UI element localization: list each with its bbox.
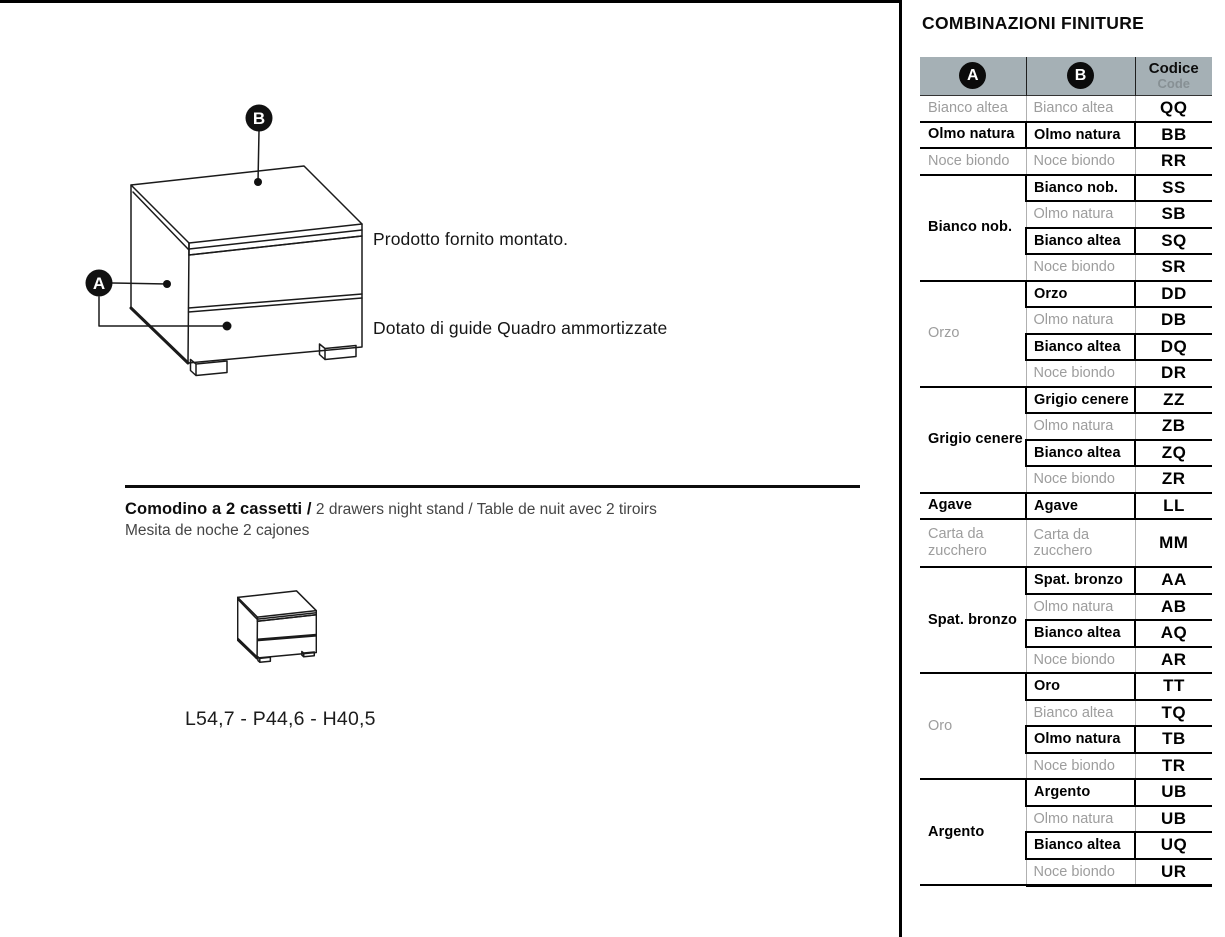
finish-code-cell: TQ <box>1135 700 1212 727</box>
finish-code-cell: DQ <box>1135 334 1212 361</box>
finish-b-cell: Olmo natura <box>1026 726 1135 753</box>
finish-code-cell: SB <box>1135 201 1212 228</box>
label-a-marker-dot-2 <box>223 322 232 331</box>
finish-combination-row <box>920 148 1212 175</box>
finish-b-cell: Agave <box>1026 493 1135 520</box>
finish-code-cell: TB <box>1135 726 1212 753</box>
note-guides: Dotato di guide Quadro ammortizzate <box>373 318 668 338</box>
finish-table-body <box>920 95 1212 885</box>
finish-a-cell: Carta da zucchero <box>920 519 1026 567</box>
finish-a-cell: Oro <box>920 673 1026 779</box>
finish-code-cell: DD <box>1135 281 1212 308</box>
header-col-a <box>920 57 1026 95</box>
finish-code-cell: ZQ <box>1135 440 1212 467</box>
product-name-italian: Comodino a 2 cassetti / <box>125 500 312 518</box>
finish-table-header-row <box>920 57 1212 95</box>
header-code-label: Codice <box>1148 59 1199 77</box>
finish-code-cell: TR <box>1135 753 1212 780</box>
label-a-leader-line-1 <box>112 283 167 284</box>
header-a-badge: A <box>959 62 986 89</box>
finish-a-cell: Argento <box>920 779 1026 885</box>
finish-code-cell: RR <box>1135 148 1212 175</box>
finish-combination-row <box>920 493 1212 520</box>
finish-b-cell: Bianco altea <box>1026 620 1135 647</box>
finish-a-cell: Bianco nob. <box>920 175 1026 281</box>
finish-code-cell: DB <box>1135 307 1212 334</box>
finish-combinations-table <box>920 57 1212 887</box>
finish-b-cell: Bianco nob. <box>1026 175 1135 202</box>
finish-code-cell: MM <box>1135 519 1212 567</box>
finish-code-cell: AQ <box>1135 620 1212 647</box>
finish-code-cell: BB <box>1135 122 1212 149</box>
finish-code-cell: AB <box>1135 594 1212 621</box>
finish-a-cell: Orzo <box>920 281 1026 387</box>
top-rule <box>0 0 902 3</box>
finish-b-cell: Olmo natura <box>1026 201 1135 228</box>
finish-b-cell: Bianco altea <box>1026 334 1135 361</box>
finish-b-cell: Spat. bronzo <box>1026 567 1135 594</box>
finish-combination-row <box>920 519 1212 567</box>
finish-b-cell: Noce biondo <box>1026 254 1135 281</box>
finish-a-cell: Spat. bronzo <box>920 567 1026 673</box>
label-a-letter: A <box>92 274 106 293</box>
finish-code-cell: UB <box>1135 806 1212 833</box>
finish-b-cell: Carta da zucchero <box>1026 519 1135 567</box>
label-a-marker-dot-1 <box>163 280 171 288</box>
finish-b-cell: Noce biondo <box>1026 360 1135 387</box>
finish-b-cell: Bianco altea <box>1026 95 1135 122</box>
finish-code-cell: UB <box>1135 779 1212 806</box>
label-a-leader-line-2 <box>99 297 227 326</box>
finish-code-cell: SS <box>1135 175 1212 202</box>
header-col-code <box>1135 57 1212 95</box>
product-name-spanish: Mesita de noche 2 cajones <box>125 522 310 539</box>
finish-b-cell: Olmo natura <box>1026 413 1135 440</box>
finish-code-cell: SQ <box>1135 228 1212 255</box>
finish-b-cell: Noce biondo <box>1026 647 1135 674</box>
finish-b-cell: Noce biondo <box>1026 753 1135 780</box>
finish-code-cell: AA <box>1135 567 1212 594</box>
header-code-sublabel: Code <box>1157 76 1190 92</box>
finish-combination-row <box>920 95 1212 122</box>
finish-code-cell: UQ <box>1135 832 1212 859</box>
label-b-marker-dot <box>254 178 262 186</box>
section-rule <box>125 485 860 488</box>
finish-b-cell: Bianco altea <box>1026 440 1135 467</box>
finish-table-title: COMBINAZIONI FINITURE <box>922 13 1145 33</box>
finish-b-cell: Argento <box>1026 779 1135 806</box>
product-dimensions: L54,7 - P44,6 - H40,5 <box>185 708 376 730</box>
finish-code-cell: DR <box>1135 360 1212 387</box>
finish-b-cell: Noce biondo <box>1026 466 1135 493</box>
finish-code-cell: AR <box>1135 647 1212 674</box>
finish-b-cell: Olmo natura <box>1026 122 1135 149</box>
finish-combination-row <box>920 673 1212 700</box>
finish-b-cell: Orzo <box>1026 281 1135 308</box>
nightstand-thumbnail <box>237 590 317 663</box>
finish-code-cell: TT <box>1135 673 1212 700</box>
finish-combination-row <box>920 779 1212 806</box>
finish-b-cell: Olmo natura <box>1026 806 1135 833</box>
finish-b-cell: Noce biondo <box>1026 148 1135 175</box>
header-b-badge: B <box>1067 62 1094 89</box>
label-b-leader-line <box>258 131 259 182</box>
label-b-letter: B <box>252 109 266 128</box>
finish-code-cell: SR <box>1135 254 1212 281</box>
finish-code-cell: ZR <box>1135 466 1212 493</box>
finish-code-cell: ZB <box>1135 413 1212 440</box>
vertical-divider <box>899 0 902 937</box>
note-assembled: Prodotto fornito montato. <box>373 229 569 249</box>
header-col-b <box>1026 57 1135 95</box>
finish-b-cell: Bianco altea <box>1026 832 1135 859</box>
finish-combination-row <box>920 122 1212 149</box>
finish-combination-row <box>920 281 1212 308</box>
finish-code-cell: ZZ <box>1135 387 1212 414</box>
finish-b-cell: Bianco altea <box>1026 228 1135 255</box>
product-name-en-fr: 2 drawers night stand / Table de nuit avec 2 tiroirs <box>311 501 657 518</box>
finish-combination-row <box>920 567 1212 594</box>
finish-b-cell: Olmo natura <box>1026 307 1135 334</box>
finish-code-cell: LL <box>1135 493 1212 520</box>
finish-combination-row <box>920 387 1212 414</box>
product-title <box>125 500 865 519</box>
finish-combination-row <box>920 175 1212 202</box>
finish-code-cell: QQ <box>1135 95 1212 122</box>
finish-b-cell: Olmo natura <box>1026 594 1135 621</box>
finish-code-cell: UR <box>1135 859 1212 886</box>
finish-b-cell: Noce biondo <box>1026 859 1135 886</box>
finish-a-cell: Grigio cenere <box>920 387 1026 493</box>
finish-b-cell: Bianco altea <box>1026 700 1135 727</box>
finish-b-cell: Oro <box>1026 673 1135 700</box>
finish-a-cell: Agave <box>920 493 1026 520</box>
finish-a-cell: Olmo natura <box>920 122 1026 149</box>
finish-a-cell: Noce biondo <box>920 148 1026 175</box>
finish-a-cell: Bianco altea <box>920 95 1026 122</box>
finish-b-cell: Grigio cenere <box>1026 387 1135 414</box>
